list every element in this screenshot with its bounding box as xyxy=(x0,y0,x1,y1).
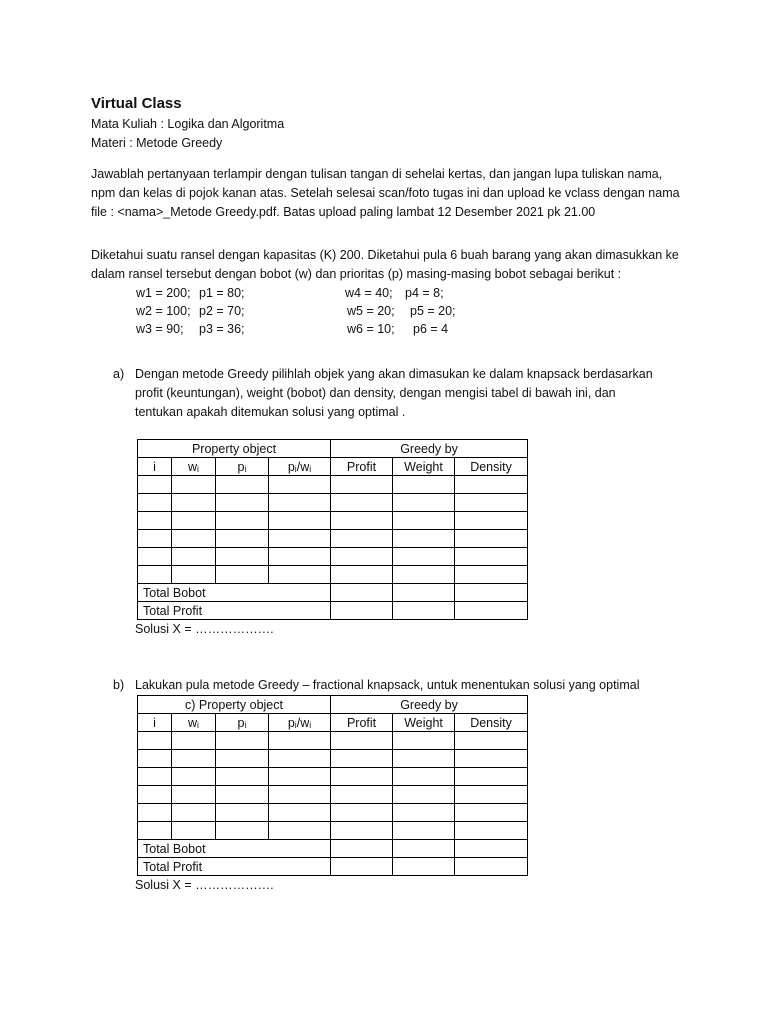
column-header: pᵢ xyxy=(216,714,269,732)
question-a-text xyxy=(135,365,695,422)
question-line: Lakukan pula metode Greedy – fractional knapsack, untuk menentukan solusi yang optimal xyxy=(135,678,640,692)
table-cell[interactable] xyxy=(455,602,528,620)
table-cell[interactable] xyxy=(172,530,216,548)
item-weight: w1 = 200; xyxy=(136,286,191,300)
table-cell[interactable] xyxy=(331,786,393,804)
item-priority: p4 = 8; xyxy=(405,286,444,300)
table-cell[interactable] xyxy=(455,804,528,822)
table-cell[interactable] xyxy=(269,548,331,566)
table-cell[interactable] xyxy=(393,476,455,494)
table-cell[interactable] xyxy=(138,530,172,548)
table-cell[interactable] xyxy=(269,786,331,804)
total-profit-label: Total Profit xyxy=(138,602,331,620)
total-bobot-row xyxy=(138,584,528,602)
table-cell[interactable] xyxy=(393,584,455,602)
table-cell[interactable] xyxy=(455,548,528,566)
document-title: Virtual Class xyxy=(91,95,182,112)
instructions-paragraph xyxy=(91,165,691,222)
table-column-header-row xyxy=(138,714,528,732)
item-priority: p1 = 80; xyxy=(199,286,245,300)
problem-paragraph xyxy=(91,246,691,284)
table-cell[interactable] xyxy=(455,768,528,786)
table-cell[interactable] xyxy=(269,476,331,494)
table-cell[interactable] xyxy=(172,822,216,840)
table-row xyxy=(138,804,528,822)
solution-line-a: Solusi X = ………………. xyxy=(135,622,274,636)
table-cell[interactable] xyxy=(269,530,331,548)
group-header-greedy: Greedy by xyxy=(331,440,528,458)
total-profit-label: Total Profit xyxy=(138,858,331,876)
table-row xyxy=(138,548,528,566)
table-cell[interactable] xyxy=(331,512,393,530)
table-cell[interactable] xyxy=(455,750,528,768)
table-cell[interactable] xyxy=(455,476,528,494)
item-weight: w5 = 20; xyxy=(347,304,395,318)
column-header: pᵢ/wᵢ xyxy=(269,458,331,476)
table-cell[interactable] xyxy=(455,732,528,750)
item-priority: p6 = 4 xyxy=(413,322,449,336)
table-a xyxy=(137,439,528,620)
table-cell[interactable] xyxy=(216,530,269,548)
total-bobot-row xyxy=(138,840,528,858)
total-profit-row xyxy=(138,858,528,876)
table-cell[interactable] xyxy=(138,732,172,750)
column-header: Weight xyxy=(393,458,455,476)
table-cell[interactable] xyxy=(331,602,393,620)
column-header: Profit xyxy=(331,458,393,476)
table-cell[interactable] xyxy=(269,822,331,840)
table-cell[interactable] xyxy=(216,768,269,786)
table-cell[interactable] xyxy=(216,804,269,822)
item-weight: w3 = 90; xyxy=(136,322,184,336)
table-cell[interactable] xyxy=(393,548,455,566)
course-line: Mata Kuliah : Logika dan Algoritma xyxy=(91,117,285,131)
table-cell[interactable] xyxy=(269,566,331,584)
table-cell[interactable] xyxy=(331,584,393,602)
table-cell[interactable] xyxy=(331,822,393,840)
table-cell[interactable] xyxy=(172,750,216,768)
material-line: Materi : Metode Greedy xyxy=(91,136,223,150)
item-weight: w2 = 100; xyxy=(136,304,191,318)
table-row xyxy=(138,476,528,494)
table-cell[interactable] xyxy=(216,786,269,804)
question-line: tentukan apakah ditemukan solusi yang optimal . xyxy=(135,405,406,419)
table-cell[interactable] xyxy=(331,566,393,584)
table-cell[interactable] xyxy=(269,768,331,786)
table-cell[interactable] xyxy=(138,750,172,768)
table-cell[interactable] xyxy=(393,822,455,840)
table-group-header-row xyxy=(138,440,528,458)
total-profit-row xyxy=(138,602,528,620)
table-column-header-row xyxy=(138,458,528,476)
column-header: i xyxy=(138,714,172,732)
column-header: Density xyxy=(455,458,528,476)
table-cell[interactable] xyxy=(172,732,216,750)
item-priority: p5 = 20; xyxy=(410,304,456,318)
question-line: Dengan metode Greedy pilihlah objek yang akan dimasukan ke dalam knapsack berdasarkan xyxy=(135,367,653,381)
table-row xyxy=(138,494,528,512)
table-cell[interactable] xyxy=(331,768,393,786)
table-cell[interactable] xyxy=(216,566,269,584)
table-cell[interactable] xyxy=(455,512,528,530)
table-cell[interactable] xyxy=(331,858,393,876)
table-row xyxy=(138,530,528,548)
table-cell[interactable] xyxy=(331,750,393,768)
total-bobot-label: Total Bobot xyxy=(138,840,331,858)
table-row xyxy=(138,768,528,786)
table-cell[interactable] xyxy=(455,786,528,804)
group-header-property: c) Property object xyxy=(138,696,331,714)
instruction-line: file : <nama>_Metode Greedy.pdf. Batas upload paling lambat 12 Desember 2021 pk 21.00 xyxy=(91,205,596,219)
column-header: pᵢ/wᵢ xyxy=(269,714,331,732)
column-header: pᵢ xyxy=(216,458,269,476)
item-priority: p3 = 36; xyxy=(199,322,245,336)
table-cell[interactable] xyxy=(393,840,455,858)
table-cell[interactable] xyxy=(216,494,269,512)
table-cell[interactable] xyxy=(331,494,393,512)
table-row xyxy=(138,822,528,840)
table-cell[interactable] xyxy=(216,822,269,840)
table-b xyxy=(137,695,528,876)
table-cell[interactable] xyxy=(172,804,216,822)
item-weight: w6 = 10; xyxy=(347,322,395,336)
table-cell[interactable] xyxy=(216,732,269,750)
group-header-property: Property object xyxy=(138,440,331,458)
column-header: Weight xyxy=(393,714,455,732)
column-header: i xyxy=(138,458,172,476)
column-header: Profit xyxy=(331,714,393,732)
table-cell[interactable] xyxy=(455,822,528,840)
question-a-label: a) xyxy=(113,367,125,381)
question-line: profit (keuntungan), weight (bobot) dan density, dengan mengisi tabel di bawah ini, dan xyxy=(135,386,616,400)
group-header-greedy: Greedy by xyxy=(331,696,528,714)
table-cell[interactable] xyxy=(393,566,455,584)
table-row xyxy=(138,732,528,750)
table-cell[interactable] xyxy=(393,858,455,876)
table-cell[interactable] xyxy=(138,822,172,840)
solution-line-b: Solusi X = ………………. xyxy=(135,878,274,892)
table-row xyxy=(138,750,528,768)
table-cell[interactable] xyxy=(393,602,455,620)
table-cell[interactable] xyxy=(331,548,393,566)
table-cell[interactable] xyxy=(216,512,269,530)
table-cell[interactable] xyxy=(138,786,172,804)
question-b-text xyxy=(135,676,695,695)
problem-line: Diketahui suatu ransel dengan kapasitas (K) 200. Diketahui pula 6 buah barang yang akan dimasukkan ke xyxy=(91,248,679,262)
table-cell[interactable] xyxy=(393,750,455,768)
table-cell[interactable] xyxy=(269,494,331,512)
table-row xyxy=(138,786,528,804)
table-cell[interactable] xyxy=(138,804,172,822)
table-cell[interactable] xyxy=(331,804,393,822)
table-cell[interactable] xyxy=(331,732,393,750)
table-row xyxy=(138,566,528,584)
table-cell[interactable] xyxy=(172,786,216,804)
table-cell[interactable] xyxy=(393,530,455,548)
column-header: Density xyxy=(455,714,528,732)
table-cell[interactable] xyxy=(269,512,331,530)
table-cell[interactable] xyxy=(393,512,455,530)
table-cell[interactable] xyxy=(138,494,172,512)
table-group-header-row xyxy=(138,696,528,714)
table-cell[interactable] xyxy=(393,786,455,804)
table-cell[interactable] xyxy=(455,584,528,602)
table-cell[interactable] xyxy=(172,566,216,584)
table-cell[interactable] xyxy=(172,476,216,494)
table-cell[interactable] xyxy=(138,566,172,584)
table-cell[interactable] xyxy=(269,804,331,822)
table-cell[interactable] xyxy=(393,732,455,750)
problem-line: dalam ransel tersebut dengan bobot (w) dan prioritas (p) masing-masing bobot sebagai berikut : xyxy=(91,267,622,281)
table-row xyxy=(138,512,528,530)
column-header: wᵢ xyxy=(172,458,216,476)
table-cell[interactable] xyxy=(216,750,269,768)
table-cell[interactable] xyxy=(138,512,172,530)
table-cell[interactable] xyxy=(455,566,528,584)
instruction-line: Jawablah pertanyaan terlampir dengan tulisan tangan di sehelai kertas, dan jangan lupa tuliskan nama, xyxy=(91,167,663,181)
total-bobot-label: Total Bobot xyxy=(138,584,331,602)
table-cell[interactable] xyxy=(172,548,216,566)
item-priority: p2 = 70; xyxy=(199,304,245,318)
table-cell[interactable] xyxy=(216,476,269,494)
table-cell[interactable] xyxy=(331,840,393,858)
table-cell[interactable] xyxy=(331,530,393,548)
table-cell[interactable] xyxy=(172,512,216,530)
table-cell[interactable] xyxy=(216,548,269,566)
table-cell[interactable] xyxy=(455,840,528,858)
table-cell[interactable] xyxy=(138,768,172,786)
instruction-line: npm dan kelas di pojok kanan atas. Setelah selesai scan/foto tugas ini dan upload ke vclass dengan nama xyxy=(91,186,680,200)
column-header: wᵢ xyxy=(172,714,216,732)
table-cell[interactable] xyxy=(269,750,331,768)
table-cell[interactable] xyxy=(172,494,216,512)
item-weight: w4 = 40; xyxy=(345,286,393,300)
table-cell[interactable] xyxy=(172,768,216,786)
table-cell[interactable] xyxy=(455,494,528,512)
table-cell[interactable] xyxy=(455,858,528,876)
table-cell[interactable] xyxy=(393,768,455,786)
question-b-label: b) xyxy=(113,678,125,692)
table-cell[interactable] xyxy=(138,476,172,494)
table-cell[interactable] xyxy=(138,548,172,566)
table-cell[interactable] xyxy=(393,494,455,512)
table-cell[interactable] xyxy=(393,804,455,822)
table-cell[interactable] xyxy=(455,530,528,548)
table-cell[interactable] xyxy=(331,476,393,494)
table-cell[interactable] xyxy=(269,732,331,750)
